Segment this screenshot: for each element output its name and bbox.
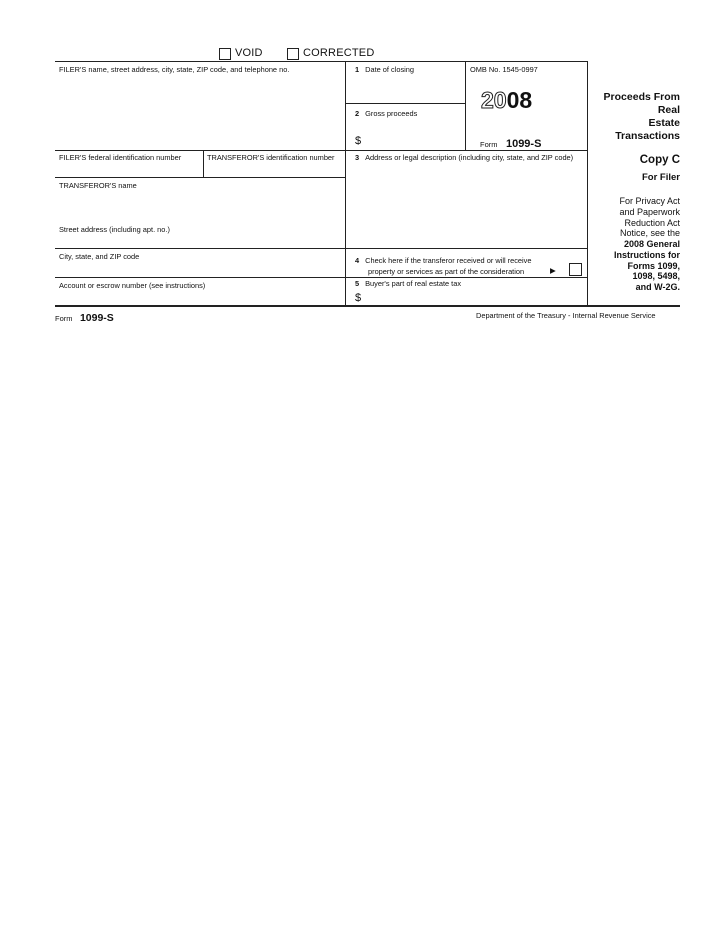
box3-number: 3	[355, 153, 360, 162]
box2-number: 2	[355, 109, 360, 118]
form-title-line2: Estate Transactions	[615, 117, 680, 142]
form-word: Form	[480, 140, 498, 149]
instructions-line: 2008 General	[623, 239, 680, 249]
box3-label	[355, 153, 573, 162]
box4-number: 4	[355, 256, 360, 265]
form-top-border	[55, 61, 587, 62]
general-instructions	[588, 239, 680, 293]
id-row-divider	[55, 177, 345, 178]
instructions-line: Instructions for	[613, 249, 680, 260]
box2-dollar-sign: $	[355, 135, 362, 147]
footer-department: Department of the Treasury - Internal Revenue Service	[476, 311, 656, 320]
instructions-line: and W-2G.	[635, 282, 680, 293]
box4-text-line2: property or services as part of the consideration	[368, 267, 525, 276]
box5-label	[355, 279, 461, 288]
void-checkbox[interactable]	[219, 48, 231, 60]
corrected-checkbox[interactable]	[287, 48, 299, 60]
form-title	[588, 91, 680, 143]
footer-form-id	[55, 308, 114, 326]
instructions-line: 1098, 5498,	[632, 271, 680, 282]
box1-box2-divider	[345, 103, 465, 104]
box4-label	[355, 256, 531, 265]
tax-year-outline: 20	[481, 87, 507, 113]
for-filer: For Filer	[641, 172, 680, 183]
box1-number: 1	[355, 65, 360, 74]
box1-label	[355, 65, 414, 74]
box3-text: Address or legal description (including city, state, and ZIP code)	[365, 153, 574, 162]
transferor-id-label: TRANSFEROR'S identification number	[207, 153, 335, 162]
box2-label	[355, 109, 417, 118]
notice-line: Notice, see the	[619, 228, 680, 239]
box1-text: Date of closing	[365, 65, 415, 74]
box4-text-line1: Check here if the transferor received or will receive	[365, 256, 532, 265]
account-escrow-label: Account or escrow number (see instructions)	[59, 281, 206, 290]
tax-year	[481, 87, 532, 113]
box5-number: 5	[355, 279, 360, 288]
account-row-divider	[55, 277, 345, 278]
box4-arrow-icon: ▶	[550, 266, 556, 275]
box5-text: Buyer's part of real estate tax	[365, 279, 462, 288]
copy-c: Copy C	[639, 154, 680, 166]
form-title-line1: Proceeds From Real	[603, 91, 680, 116]
box4-box5-divider	[345, 277, 587, 278]
box3-box4-divider	[345, 248, 587, 249]
omb-divider	[465, 61, 466, 151]
street-address-label: Street address (including apt. no.)	[59, 225, 170, 234]
privacy-notice	[588, 196, 680, 239]
box5-dollar-sign: $	[355, 292, 362, 304]
footer-form-number: 1099-S	[79, 312, 114, 324]
id-split-divider	[203, 150, 204, 178]
filer-fed-id-label: FILER'S federal identification number	[59, 153, 182, 162]
notice-line: For Privacy Act	[619, 196, 680, 206]
left-section-divider	[345, 61, 346, 305]
form-bottom-border	[55, 305, 680, 307]
form-id-box	[480, 134, 541, 152]
form-number: 1099-S	[505, 138, 542, 150]
box2-text: Gross proceeds	[365, 109, 418, 118]
box4-checkbox[interactable]	[569, 263, 582, 276]
city-row-divider	[55, 248, 345, 249]
instructions-line: Forms 1099,	[627, 260, 680, 271]
tax-year-bold: 08	[506, 87, 533, 113]
city-state-zip-label: City, state, and ZIP code	[59, 252, 140, 261]
notice-line: Reduction Act	[624, 217, 680, 228]
filer-name-label: FILER'S name, street address, city, state, ZIP code, and telephone no.	[59, 65, 290, 74]
notice-line: and Paperwork	[619, 206, 680, 217]
transferor-name-label: TRANSFEROR'S name	[59, 181, 137, 190]
corrected-label: CORRECTED	[303, 47, 375, 59]
void-label: VOID	[235, 47, 263, 59]
omb-number: OMB No. 1545-0997	[470, 65, 538, 74]
footer-form-word: Form	[55, 314, 73, 323]
